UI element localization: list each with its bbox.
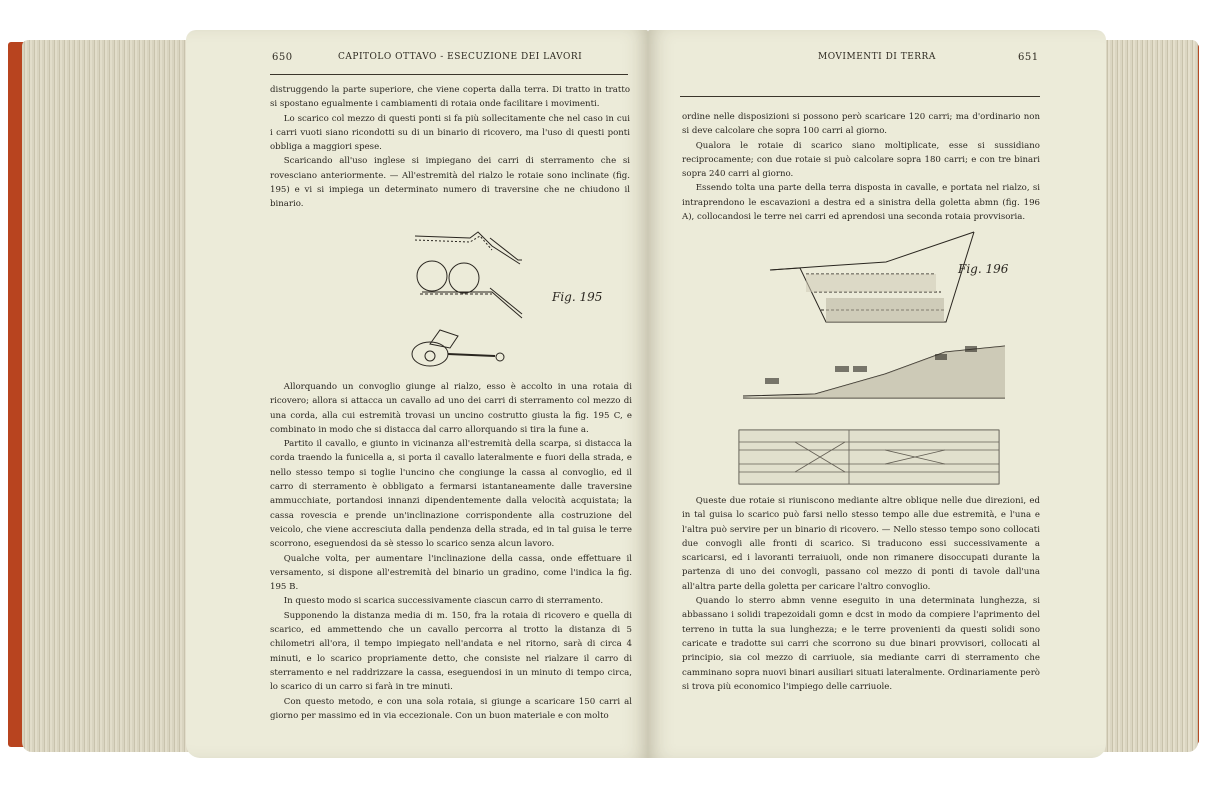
paragraph: Allorquando un convoglio giunge al rialzo, esso è accolto in una rotaia di ricovero; allora si attacca un cavallo ad uno dei carri di sterramento col mezzo di una corda, alla cui estremità trovasi un uncino costrutto giusta la fig. 195 C, e combinato in modo che si distacca dal carro allorquando si tira la fune a.	[270, 382, 632, 435]
right-text-top	[682, 110, 1040, 224]
right-text-bottom	[682, 494, 1040, 694]
paragraph: Scaricando all'uso inglese si impiegano dei carri di sterramento che si rovesciano anteriormente. — All'estremità del rialzo le rotaie sono inclinate (fig. 195) e vi si impiega un determinato numero di traversine che ne chiudono il binario.	[270, 156, 630, 210]
figure-195-illustration	[400, 226, 540, 376]
page-edges-right	[1100, 40, 1198, 752]
paragraph: Qualora le rotaie di scarico siano moltiplicate, esse si sussidiano reciprocamente; con due rotaie si può calcolare sopra 180 carri; e con tre binari sopra 240 carri al giorno.	[682, 140, 1040, 180]
left-running-head: CAPITOLO OTTAVO - ESECUZIONE DEI LAVORI	[338, 52, 583, 62]
left-text-bottom	[270, 380, 632, 723]
right-header-rule	[680, 96, 1040, 97]
figure-196-label: Fig. 196	[958, 262, 1009, 276]
paragraph: Qualche volta, per aumentare l'inclinazione della cassa, onde effettuare il versamento, si dispone all'estremità del binario un gradino, come l'indica la fig. 195 B.	[270, 553, 632, 593]
paragraph: Queste due rotaie si riuniscono mediante altre oblique nelle due direzioni, ed in tal guisa lo scarico può farsi nello stesso tempo alle due estremità, e l'una e l'altra può servire per un binario di ricovero. — Nello stesso tempo sono collocati due convogli alle fronti di scarico. Si traducono essi successivamente a scaricarsi, ed i lavoranti terraiuoli, onde non rimanere disoccupati durante la partenza di uno dei convogli, passano col mezzo di ponti di tavole dall'una all'altra parte della goletta per caricare l'altro convoglio.	[682, 496, 1040, 592]
figure-196a-illustration	[766, 222, 1026, 344]
right-page-number: 651	[1018, 52, 1039, 63]
paragraph: Partito il cavallo, e giunto in vicinanza all'estremità della scarpa, si distacca la corda traendo la funicella a, si porta il cavallo lateralmente e fuori della strada, e nello stesso tempo si toglie l'uncino che congiunge la cassa al convoglio, ed il carro di sterramento è obbligato a fermarsi istantaneamente dalle traversine ammucchiate, portandosi innanzi dipendentemente dalla velocità acquistata; la cassa rovescia e prende un'inclinazione corrispondente alla costruzione del veicolo, che viene accresciuta dalla pendenza della strada, ed in tal guisa le terre scorrono, eseguendosi da sè stesso lo scarico senza alcun lavoro.	[270, 439, 632, 550]
paragraph: Essendo tolta una parte della terra disposta in cavalle, e portata nel rialzo, si intraprendono le escavazioni a destra ed a sinistra della goletta abmn (fig. 196 A), collocandosi le terre nei carri ed aprendosi una seconda rotaia provvisoria.	[682, 183, 1040, 223]
left-header-rule	[270, 74, 628, 75]
paragraph: Supponendo la distanza media di m. 150, fra la rotaia di ricovero e quella di scarico, ed ammettendo che un cavallo percorra al trotto la distanza di 5 chilometri all'ora, il tempo impiegato nell'andata e nel ritorno, sarà di circa 4 minuti, e lo scarico propriamente detto, che consiste nel rialzare il carro di sterramento e nel raddrizzare la cassa, eseguendosi in un minuto di tempo circa, lo scarico di un carro si farà in tre minuti.	[270, 610, 632, 693]
figure-196c-illustration	[735, 424, 1007, 490]
right-running-head: MOVIMENTI DI TERRA	[818, 52, 936, 62]
page-edges-left	[22, 40, 200, 752]
paragraph: Lo scarico col mezzo di questi ponti si fa più sollecitamente che nel caso in cui i carri vuoti siano ricondotti su di un binario di ricovero, ma l'uso di questi ponti obbliga a maggiori spese.	[270, 113, 630, 153]
paragraph: distruggendo la parte superiore, che viene coperta dalla terra. Di tratto in tratto si spostano egualmente i cambiamenti di rotaia onde facilitare i movimenti.	[270, 85, 630, 110]
paragraph: Con questo metodo, e con una sola rotaia, si giunge a scaricare 150 carri al giorno per massimo ed in via eccezionale. Con un buon materiale e con molto	[270, 696, 632, 721]
paragraph: ordine nelle disposizioni si possono però scaricare 120 carri; ma d'ordinario non si deve calcolare che sopra 100 carri al giorno.	[682, 112, 1040, 137]
paragraph: Quando lo sterro abmn venne eseguito in una determinata lunghezza, si abbassano i solidi trapezoidali gomn e dcst in modo da compiere l'aprimento del terreno in tutta la sua lunghezza; e le terre provenienti da questi solidi sono caricate e tradotte sui carri che scorrono su due binari provvisori, collocati al principio, sia col mezzo di carriuole, sia mediante carri di sterramento che camminano sopra nuovi binari ausiliari situati lateralmente. Ordinariamente però si trova più economico l'impiego delle carriuole.	[682, 596, 1040, 692]
paragraph: In questo modo si scarica successivamente ciascun carro di sterramento.	[283, 596, 604, 607]
figure-195-label: Fig. 195	[552, 290, 603, 304]
left-page-number: 650	[272, 52, 293, 63]
left-text-top	[270, 83, 630, 212]
figure-196b-illustration	[735, 338, 1007, 400]
